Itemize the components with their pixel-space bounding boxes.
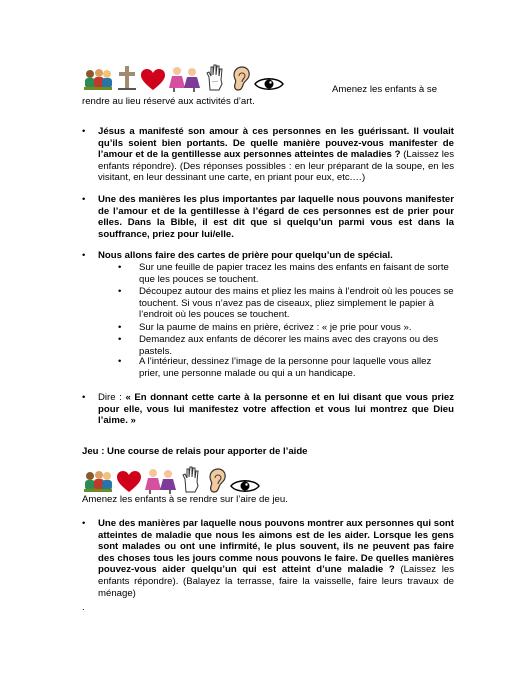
sub-list-item	[118, 334, 454, 357]
bullet-item	[82, 392, 454, 427]
bullet-item	[82, 518, 454, 599]
ear-icon	[230, 66, 252, 92]
game-icons-row	[82, 466, 262, 494]
bullet-bold-text: Nous allons faire des cartes de prière pour quelqu’un de spécial.	[98, 250, 393, 261]
intro-right: Amenez les enfants à se	[332, 84, 438, 95]
sub-list-text: Demandez aux enfants de décorer les mains avec des crayons ou des pastels.	[139, 334, 439, 357]
bullet-text: (Laissez les enfants répondre). (Des réponses possibles : en leur préparant de la soupe, en les visitant, en leur dessinant une carte, en priant pour eux, etc.…)	[98, 149, 454, 184]
hand-icon	[204, 64, 228, 92]
sub-list-item	[118, 286, 454, 321]
sub-list-item	[118, 262, 454, 285]
section-title: Jeu : Une course de relais pour apporter de l’aide	[82, 446, 308, 457]
sub-list-text: A l’intérieur, dessinez l’image de la personne pour laquelle vous allez prier, une personne malade ou qui a un handicape.	[139, 356, 432, 379]
bullet-item	[82, 126, 454, 184]
trailing-period: .	[82, 602, 85, 613]
children-icon	[168, 66, 202, 92]
sub-bullet-marker: •	[118, 322, 122, 333]
section-intro: Amenez les enfants à se rendre sur l’aire de jeu.	[82, 494, 288, 505]
bullet-marker: •	[82, 194, 86, 205]
bullet-bold-text: Une des manières par laquelle nous pouvons montrer aux personnes qui sont atteintes de maladie que nous les aimons est de les aider. Lorsque les gens sont malades ou ont une infirmité, le plus souvent, ils ne peuvent pas faire des choses tous les jours comme nous pouvons le faire. De quelles manières pouvez-vous aider quelqu’un qui est atteint d’une maladie ?	[98, 518, 454, 576]
children-icon	[144, 468, 178, 494]
sub-list-text: Sur une feuille de papier tracez les mains des enfants en faisant de sorte que les pouces se touchent.	[139, 262, 449, 285]
sub-bullet-marker: •	[118, 356, 122, 367]
bullet-item	[82, 194, 454, 240]
sub-bullet-marker: •	[118, 286, 122, 297]
bullet-marker: •	[82, 518, 86, 529]
sub-list-item	[118, 356, 454, 379]
sub-list-text: Sur la paume de mains en prière, écrivez : « je prie pour vous ».	[139, 322, 412, 333]
heart-icon	[140, 68, 166, 92]
bullet-text: (Laissez les enfants répondre). (Balayez la terrasse, faire la vaisselle, faire leurs travaux de ménage)	[98, 564, 455, 599]
bullet-item	[82, 250, 454, 262]
heart-icon	[116, 470, 142, 494]
activity-icons-row	[82, 64, 286, 92]
people-group-icon	[82, 68, 114, 92]
sub-bullet-marker: •	[118, 334, 122, 345]
hand-icon	[180, 466, 204, 494]
sub-bullet-marker: •	[118, 262, 122, 273]
sub-list-text: Découpez autour des mains et pliez les mains à l’endroit où les pouces se touchent. Si vous n’avez pas de ciseaux, pliez simplement le papier à l’endroit où les pouces se touchent.	[139, 286, 454, 321]
people-group-icon	[82, 470, 114, 494]
bullet-bold-text: Jésus a manifesté son amour à ces personnes en les guérissant. Il voulait qu’ils soient bien portants. De quelle manière pouvez-vous manifester de l’amour et de la gentillesse aux personnes atteintes de maladies ?	[98, 126, 454, 161]
bullet-marker: •	[82, 126, 86, 137]
bullet-marker: •	[82, 250, 86, 261]
eye-icon	[254, 76, 284, 92]
cross-icon	[116, 64, 138, 92]
bullet-text: Dire :	[98, 392, 126, 403]
intro-line2: rendre au lieu réservé aux activités d’art.	[82, 96, 255, 107]
ear-icon	[206, 468, 228, 494]
bullet-marker: •	[82, 392, 86, 403]
bullet-bold-text: Une des manières les plus importantes par laquelle nous pouvons manifester de l’amour et de la gentillesse à l’égard de ces personnes est de prier pour elles. Dans la Bible, il est dit que si quelqu’un parmi vous est dans la souffrance, priez pour lui/elle.	[98, 194, 454, 240]
bullet-bold-text: « En donnant cette carte à la personne et en lui disant que vous priez pour elle, vous lui manifestez votre affection et vous lui montrez que Dieu l’aime. »	[98, 392, 454, 427]
eye-icon	[230, 478, 260, 494]
sub-list-item	[118, 322, 454, 334]
